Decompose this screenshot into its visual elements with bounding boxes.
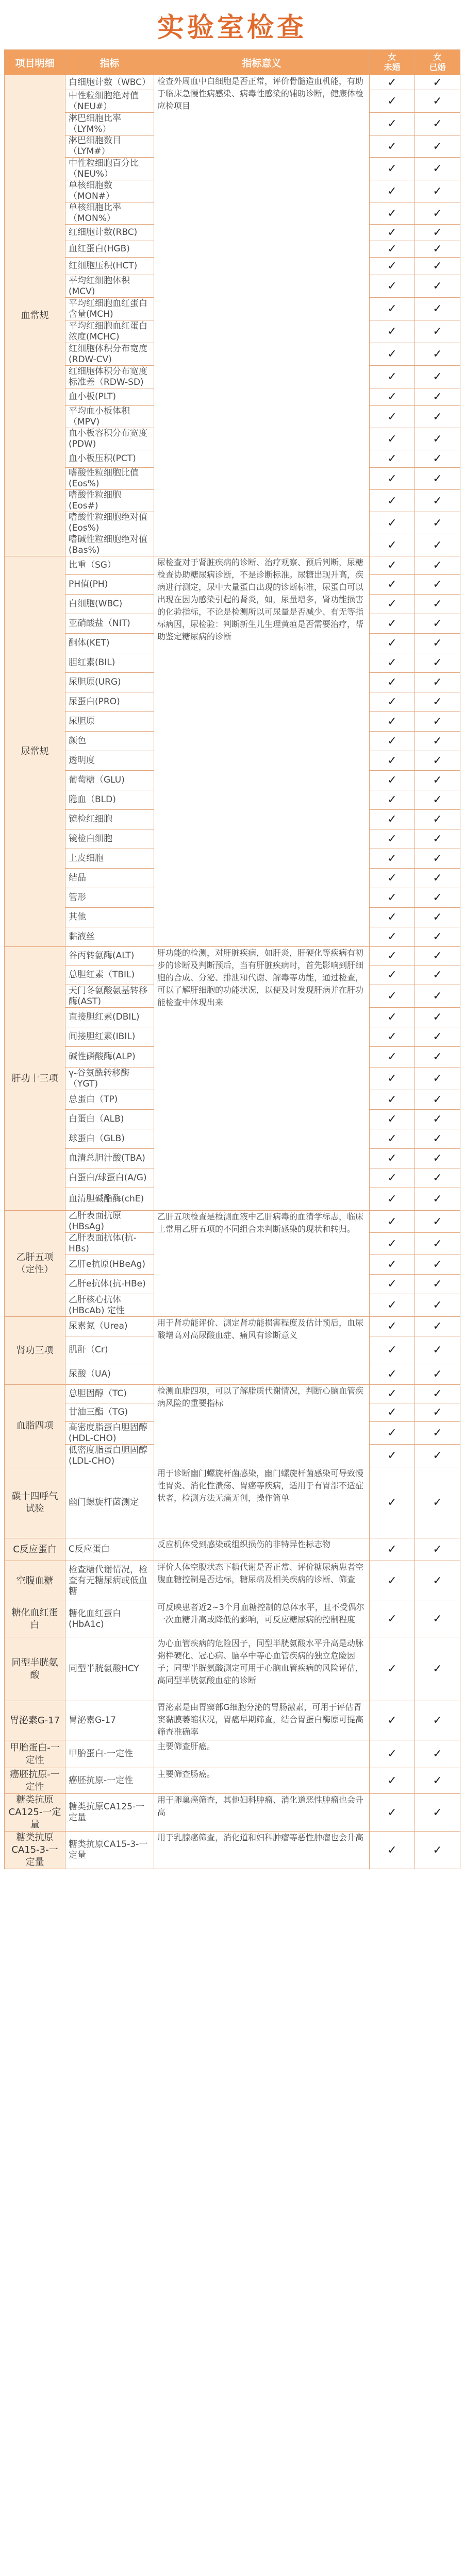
check-female-married: ✓ xyxy=(415,450,460,468)
check-female-unmarried: ✓ xyxy=(370,1090,415,1110)
check-female-married: ✓ xyxy=(415,1385,460,1403)
check-female-unmarried: ✓ xyxy=(370,1317,415,1336)
check-female-unmarried: ✓ xyxy=(370,1422,415,1445)
check-female-unmarried: ✓ xyxy=(370,1233,415,1255)
page-title: 实验室检查 xyxy=(157,12,307,43)
check-female-married: ✓ xyxy=(415,1129,460,1149)
check-female-unmarried: ✓ xyxy=(370,634,415,653)
indicator-cell: 红细胞体积分布宽度(RDW-CV) xyxy=(65,343,154,366)
check-female-unmarried: ✓ xyxy=(370,829,415,849)
check-female-unmarried: ✓ xyxy=(370,1027,415,1047)
indicator-cell: 尿蛋白(PRO) xyxy=(65,692,154,712)
indicator-cell: 红细胞体积分布宽度标准差（RDW-SD) xyxy=(65,366,154,388)
table-header-row xyxy=(5,50,460,75)
check-female-unmarried: ✓ xyxy=(370,512,415,534)
check-female-unmarried: ✓ xyxy=(370,1168,415,1188)
check-female-married: ✓ xyxy=(415,428,460,450)
indicator-cell: 总胆红素（TBIL) xyxy=(65,965,154,985)
table-row xyxy=(5,1832,460,1869)
check-female-unmarried: ✓ xyxy=(370,1188,415,1211)
check-female-married: ✓ xyxy=(415,1364,460,1385)
indicator-cell: 白蛋白/球蛋白(A/G) xyxy=(65,1168,154,1188)
header-meaning: 指标意义 xyxy=(154,50,370,75)
check-female-married: ✓ xyxy=(415,1090,460,1110)
check-female-married: ✓ xyxy=(415,1740,460,1768)
check-female-married: ✓ xyxy=(415,1467,460,1538)
check-female-unmarried: ✓ xyxy=(370,320,415,343)
indicator-cell: 肌酐（Cr) xyxy=(65,1336,154,1364)
indicator-cell: 谷丙转氨酶(ALT) xyxy=(65,947,154,965)
check-female-unmarried: ✓ xyxy=(370,849,415,869)
meaning-cell: 胃泌素是由胃窦部G细胞分泌的胃肠激素，可用于评估胃窦黏膜萎缩状况，胃癌早期筛查，结合胃蛋白酶原可提高筛查准确率 xyxy=(154,1701,370,1740)
indicator-cell: 淋巴细胞数目（LYM#） xyxy=(65,135,154,158)
check-female-married: ✓ xyxy=(415,1336,460,1364)
table-row xyxy=(5,1637,460,1701)
check-female-unmarried: ✓ xyxy=(370,1768,415,1794)
check-female-unmarried: ✓ xyxy=(370,366,415,388)
check-female-married: ✓ xyxy=(415,1027,460,1047)
lab-table xyxy=(4,49,460,1869)
check-female-married: ✓ xyxy=(415,1188,460,1211)
indicator-cell: 糖类抗原CA15-3-一定量 xyxy=(65,1832,154,1869)
indicator-cell: 乙肝e抗体(抗-HBe) xyxy=(65,1275,154,1294)
check-female-unmarried: ✓ xyxy=(370,468,415,490)
check-female-unmarried: ✓ xyxy=(370,1832,415,1869)
check-female-unmarried: ✓ xyxy=(370,258,415,275)
check-female-unmarried: ✓ xyxy=(370,595,415,614)
check-female-married: ✓ xyxy=(415,258,460,275)
check-female-married: ✓ xyxy=(415,298,460,320)
check-female-married: ✓ xyxy=(415,1275,460,1294)
check-female-married: ✓ xyxy=(415,388,460,406)
indicator-cell: 总胆固醇（TC) xyxy=(65,1385,154,1403)
check-female-unmarried: ✓ xyxy=(370,1067,415,1090)
check-female-unmarried: ✓ xyxy=(370,1403,415,1422)
indicator-cell: 平均红细胞体积(MCV) xyxy=(65,275,154,298)
check-female-unmarried: ✓ xyxy=(370,614,415,634)
indicator-cell: 黏液丝 xyxy=(65,927,154,947)
header-project: 项目明细 xyxy=(5,50,65,75)
table-row xyxy=(5,75,460,90)
indicator-cell: 嗜酸性粒细胞比值(Eos%) xyxy=(65,468,154,490)
table-row xyxy=(5,1211,460,1233)
check-female-unmarried: ✓ xyxy=(370,985,415,1008)
check-female-unmarried: ✓ xyxy=(370,1047,415,1067)
indicator-cell: 尿胆原(URG) xyxy=(65,673,154,692)
indicator-cell: 其他 xyxy=(65,908,154,927)
meaning-cell: 反应机体受到感染或组织损伤的非特异性标志物 xyxy=(154,1538,370,1561)
check-female-unmarried: ✓ xyxy=(370,869,415,888)
check-female-unmarried: ✓ xyxy=(370,490,415,512)
table-row xyxy=(5,1467,460,1538)
check-female-unmarried: ✓ xyxy=(370,1385,415,1403)
meaning-cell: 用于卵巢癌筛查，其他妇科肿瘤、消化道恶性肿瘤也会升高 xyxy=(154,1794,370,1832)
check-female-married: ✓ xyxy=(415,927,460,947)
indicator-cell: 低密度脂蛋白胆固醇(LDL-CHO) xyxy=(65,1445,154,1467)
project-cell: 乙肝五项（定性） xyxy=(5,1211,65,1317)
indicator-cell: 亚硝酸盐（NIT) xyxy=(65,614,154,634)
indicator-cell: 白蛋白（ALB) xyxy=(65,1110,154,1129)
indicator-cell: 葡萄糖（GLU) xyxy=(65,771,154,790)
meaning-cell: 检测血脂四项，可以了解脂质代谢情况，判断心脑血管疾病风险的重要指标 xyxy=(154,1385,370,1467)
project-cell: 糖类抗原CA15-3-一定量 xyxy=(5,1832,65,1869)
check-female-married: ✓ xyxy=(415,225,460,241)
check-female-married: ✓ xyxy=(415,947,460,965)
meaning-cell: 尿检查对于肾脏疾病的诊断、治疗观察、预后判断，尿糖检查协助糖尿病诊断，不是诊断标准。尿糖出现升高，疾病进行测定，尿中大量蛋白出现的诊断标准，尿蛋白可以出现在因为感染引起的肾炎，如，尿量增多，肾功能损害的化验指标，不论是检测所以可尿量是否减少、有无等指标病因，尿检验：判断新生儿生理黄疸是否需要治疗，帮助鉴定糖尿病的诊断 xyxy=(154,556,370,947)
check-female-unmarried: ✓ xyxy=(370,965,415,985)
check-female-unmarried: ✓ xyxy=(370,1008,415,1027)
check-female-married: ✓ xyxy=(415,849,460,869)
header-female-married xyxy=(415,50,460,75)
check-female-unmarried: ✓ xyxy=(370,653,415,673)
indicator-cell: 平均红细胞血红蛋白浓度(MCHC) xyxy=(65,320,154,343)
indicator-cell: 单核细胞数（MON#） xyxy=(65,180,154,202)
table-row xyxy=(5,1740,460,1768)
check-female-unmarried: ✓ xyxy=(370,790,415,810)
indicator-cell: 镜检白细胞 xyxy=(65,829,154,849)
check-female-unmarried: ✓ xyxy=(370,771,415,790)
check-female-unmarried: ✓ xyxy=(370,947,415,965)
project-cell: 糖类抗原CA125-一定量 xyxy=(5,1794,65,1832)
check-female-married: ✓ xyxy=(415,1538,460,1561)
check-female-unmarried: ✓ xyxy=(370,90,415,113)
check-female-married: ✓ xyxy=(415,965,460,985)
check-female-married: ✓ xyxy=(415,490,460,512)
check-female-unmarried: ✓ xyxy=(370,810,415,829)
check-female-unmarried: ✓ xyxy=(370,1740,415,1768)
indicator-cell: 高密度脂蛋白胆固醇(HDL-CHO) xyxy=(65,1422,154,1445)
check-female-unmarried: ✓ xyxy=(370,692,415,712)
indicator-cell: 直接胆红素(DBIL) xyxy=(65,1008,154,1027)
check-female-unmarried: ✓ xyxy=(370,75,415,90)
check-female-unmarried: ✓ xyxy=(370,135,415,158)
check-female-unmarried: ✓ xyxy=(370,888,415,908)
check-female-unmarried: ✓ xyxy=(370,1255,415,1275)
check-female-married: ✓ xyxy=(415,1832,460,1869)
check-female-unmarried: ✓ xyxy=(370,732,415,751)
check-female-married: ✓ xyxy=(415,75,460,90)
check-female-married: ✓ xyxy=(415,1168,460,1188)
indicator-cell: 嗜碱性粒细胞绝对值(Bas%) xyxy=(65,534,154,556)
meaning-cell: 用于肾功能评价、测定肾功能损害程度及估计预后，血尿酸增高对高尿酸血症、痛风有诊断意义 xyxy=(154,1317,370,1385)
check-female-unmarried: ✓ xyxy=(370,927,415,947)
indicator-cell: 白细胞计数（WBC） xyxy=(65,75,154,90)
table-row xyxy=(5,1701,460,1740)
indicator-cell: γ-谷氨酰转移酶（YGT) xyxy=(65,1067,154,1090)
check-female-married: ✓ xyxy=(415,673,460,692)
indicator-cell: 碱性磷酸酶(ALP) xyxy=(65,1047,154,1067)
check-female-unmarried: ✓ xyxy=(370,1467,415,1538)
indicator-cell: 癌胚抗原-一定性 xyxy=(65,1768,154,1794)
check-female-unmarried: ✓ xyxy=(370,1445,415,1467)
check-female-unmarried: ✓ xyxy=(370,673,415,692)
project-cell: C反应蛋白 xyxy=(5,1538,65,1561)
header-female-married-label: 女 已婚 xyxy=(429,52,446,72)
check-female-married: ✓ xyxy=(415,366,460,388)
check-female-unmarried: ✓ xyxy=(370,113,415,135)
check-female-married: ✓ xyxy=(415,202,460,225)
check-female-unmarried: ✓ xyxy=(370,1561,415,1601)
indicator-cell: 乙肝e抗原(HBeAg) xyxy=(65,1255,154,1275)
check-female-married: ✓ xyxy=(415,1233,460,1255)
header-indicator: 指标 xyxy=(65,50,154,75)
indicator-cell: 嗜酸性粒细胞(Eos#) xyxy=(65,490,154,512)
indicator-cell: 中性粒细胞百分比（NEU%） xyxy=(65,158,154,180)
indicator-cell: 白细胞(WBC) xyxy=(65,595,154,614)
indicator-cell: 血小板(PLT) xyxy=(65,388,154,406)
indicator-cell: 总蛋白（TP) xyxy=(65,1090,154,1110)
check-female-unmarried: ✓ xyxy=(370,225,415,241)
check-female-unmarried: ✓ xyxy=(370,534,415,556)
check-female-married: ✓ xyxy=(415,275,460,298)
indicator-cell: 尿素氮（Urea) xyxy=(65,1317,154,1336)
indicator-cell: 单核细胞比率（MON%） xyxy=(65,202,154,225)
indicator-cell: 上皮细胞 xyxy=(65,849,154,869)
check-female-unmarried: ✓ xyxy=(370,1294,415,1317)
check-female-married: ✓ xyxy=(415,575,460,595)
project-cell: 癌胚抗原-一定性 xyxy=(5,1768,65,1794)
indicator-cell: 检查糖代谢情况，检查有无糖尿病或低血糖 xyxy=(65,1561,154,1601)
project-cell: 血脂四项 xyxy=(5,1385,65,1467)
check-female-married: ✓ xyxy=(415,712,460,732)
table-row xyxy=(5,947,460,965)
check-female-married: ✓ xyxy=(415,1211,460,1233)
check-female-married: ✓ xyxy=(415,512,460,534)
check-female-married: ✓ xyxy=(415,869,460,888)
check-female-unmarried: ✓ xyxy=(370,241,415,258)
check-female-married: ✓ xyxy=(415,1768,460,1794)
meaning-cell: 检查外周血中白细胞是否正常，评价骨髓造血机能，有助于临床急慢性病感染、病毒性感染的辅助诊断，健康体检应检项目 xyxy=(154,75,370,556)
check-female-unmarried: ✓ xyxy=(370,556,415,575)
check-female-married: ✓ xyxy=(415,158,460,180)
indicator-cell: 血清胆碱酯酶(chE) xyxy=(65,1188,154,1211)
check-female-married: ✓ xyxy=(415,595,460,614)
indicator-cell: 颜色 xyxy=(65,732,154,751)
check-female-unmarried: ✓ xyxy=(370,1110,415,1129)
check-female-unmarried: ✓ xyxy=(370,180,415,202)
check-female-married: ✓ xyxy=(415,1317,460,1336)
check-female-unmarried: ✓ xyxy=(370,275,415,298)
check-female-unmarried: ✓ xyxy=(370,1794,415,1832)
check-female-unmarried: ✓ xyxy=(370,1538,415,1561)
check-female-married: ✓ xyxy=(415,556,460,575)
indicator-cell: 乙肝表面抗原(HBsAg) xyxy=(65,1211,154,1233)
check-female-unmarried: ✓ xyxy=(370,343,415,366)
meaning-cell: 主要筛查肠癌。 xyxy=(154,1768,370,1794)
check-female-married: ✓ xyxy=(415,468,460,490)
check-female-married: ✓ xyxy=(415,790,460,810)
project-cell: 血常规 xyxy=(5,75,65,556)
check-female-married: ✓ xyxy=(415,1294,460,1317)
table-body xyxy=(5,75,460,1869)
check-female-married: ✓ xyxy=(415,1445,460,1467)
indicator-cell: C反应蛋白 xyxy=(65,1538,154,1561)
check-female-married: ✓ xyxy=(415,614,460,634)
indicator-cell: 中性粒细胞绝对值（NEU#） xyxy=(65,90,154,113)
check-female-married: ✓ xyxy=(415,90,460,113)
check-female-married: ✓ xyxy=(415,751,460,771)
indicator-cell: 红细胞计数(RBC) xyxy=(65,225,154,241)
meaning-cell: 可反映患者近2~3个月血糖控制的总体水平，且不受偶尔一次血糖升高或降低的影响，可反应糖尿病的控制程度 xyxy=(154,1601,370,1637)
check-female-married: ✓ xyxy=(415,320,460,343)
indicator-cell: 天门冬氨酸氨基转移酶(AST) xyxy=(65,985,154,1008)
project-cell: 尿常规 xyxy=(5,556,65,947)
header-female-unmarried-label: 女 未婚 xyxy=(384,52,401,72)
indicator-cell: 红细胞压积(HCT) xyxy=(65,258,154,275)
check-female-unmarried: ✓ xyxy=(370,1637,415,1701)
check-female-unmarried: ✓ xyxy=(370,298,415,320)
indicator-cell: 平均血小板体积（MPV) xyxy=(65,406,154,428)
check-female-unmarried: ✓ xyxy=(370,1211,415,1233)
meaning-cell: 肝功能的检测，对肝脏疾病，如肝炎，肝硬化等疾病有初步的诊断及判断预后，当有肝脏疾病时，首先影响到肝细胞的合成、分泌、排泄和代谢、解毒等功能，通过检查，可以了解肝细胞的功能状况，以便及时发现肝病并在肝功能检查中体现出来 xyxy=(154,947,370,1211)
project-cell: 糖化血红蛋白 xyxy=(5,1601,65,1637)
check-female-unmarried: ✓ xyxy=(370,406,415,428)
check-female-unmarried: ✓ xyxy=(370,575,415,595)
check-female-unmarried: ✓ xyxy=(370,1129,415,1149)
check-female-married: ✓ xyxy=(415,113,460,135)
check-female-married: ✓ xyxy=(415,810,460,829)
check-female-married: ✓ xyxy=(415,1067,460,1090)
check-female-unmarried: ✓ xyxy=(370,202,415,225)
indicator-cell: 胃泌素G-17 xyxy=(65,1701,154,1740)
check-female-married: ✓ xyxy=(415,1255,460,1275)
check-female-married: ✓ xyxy=(415,771,460,790)
check-female-married: ✓ xyxy=(415,634,460,653)
table-row xyxy=(5,1768,460,1794)
check-female-unmarried: ✓ xyxy=(370,1701,415,1740)
meaning-cell: 为心血管疾病的危险因子，同型半胱氨酸水平升高是动脉粥样硬化、冠心病、脑卒中等心血管疾病的独立危险因子；同型半胱氨酸测定可用于心脑血管疾病的风险评估，高同型半胱氨酸血症的诊断 xyxy=(154,1637,370,1701)
meaning-cell: 主要筛查肝癌。 xyxy=(154,1740,370,1768)
indicator-cell: 血小板容积分布宽度(PDW) xyxy=(65,428,154,450)
check-female-married: ✓ xyxy=(415,180,460,202)
check-female-unmarried: ✓ xyxy=(370,908,415,927)
check-female-married: ✓ xyxy=(415,1008,460,1027)
indicator-cell: 嗜酸性粒细胞绝对值(Eos%) xyxy=(65,512,154,534)
indicator-cell: 糖化血红蛋白(HbA1c) xyxy=(65,1601,154,1637)
title-bar xyxy=(0,0,464,49)
indicator-cell: 比重（SG） xyxy=(65,556,154,575)
indicator-cell: 球蛋白（GLB) xyxy=(65,1129,154,1149)
indicator-cell: 隐血（BLD) xyxy=(65,790,154,810)
check-female-married: ✓ xyxy=(415,343,460,366)
meaning-cell: 用于乳腺癌筛查，消化道和妇科肿瘤等恶性肿瘤也会升高 xyxy=(154,1832,370,1869)
indicator-cell: 甘油三酯（TG) xyxy=(65,1403,154,1422)
check-female-married: ✓ xyxy=(415,1110,460,1129)
table-row xyxy=(5,1538,460,1561)
indicator-cell: 胆红素(BIL) xyxy=(65,653,154,673)
check-female-unmarried: ✓ xyxy=(370,158,415,180)
table-row xyxy=(5,1317,460,1336)
indicator-cell: 血小板压积(PCT) xyxy=(65,450,154,468)
check-female-unmarried: ✓ xyxy=(370,450,415,468)
check-female-married: ✓ xyxy=(415,1561,460,1601)
check-female-unmarried: ✓ xyxy=(370,1149,415,1168)
header-female-unmarried xyxy=(370,50,415,75)
check-female-married: ✓ xyxy=(415,135,460,158)
indicator-cell: 镜检红细胞 xyxy=(65,810,154,829)
indicator-cell: 血红蛋白(HGB) xyxy=(65,241,154,258)
check-female-unmarried: ✓ xyxy=(370,751,415,771)
indicator-cell: 尿胆原 xyxy=(65,712,154,732)
check-female-married: ✓ xyxy=(415,1422,460,1445)
check-female-unmarried: ✓ xyxy=(370,712,415,732)
indicator-cell: 间接胆红素(IBIL) xyxy=(65,1027,154,1047)
check-female-married: ✓ xyxy=(415,653,460,673)
indicator-cell: 幽门螺旋杆菌测定 xyxy=(65,1467,154,1538)
indicator-cell: 酮体(KET) xyxy=(65,634,154,653)
table-row xyxy=(5,1601,460,1637)
check-female-married: ✓ xyxy=(415,1794,460,1832)
check-female-married: ✓ xyxy=(415,534,460,556)
indicator-cell: 乙肝表面抗体(抗-HBs) xyxy=(65,1233,154,1255)
check-female-married: ✓ xyxy=(415,908,460,927)
indicator-cell: 糖类抗原CA125-一定量 xyxy=(65,1794,154,1832)
project-cell: 空腹血糖 xyxy=(5,1561,65,1601)
check-female-married: ✓ xyxy=(415,1601,460,1637)
meaning-cell: 用于诊断幽门螺旋杆菌感染，幽门螺旋杆菌感染可导致慢性胃炎、消化性溃疡、胃癌等疾病，适用于有胃部不适症状者，检测方法无痛无创，操作简单 xyxy=(154,1467,370,1538)
indicator-cell: 血清总胆汁酸(TBA) xyxy=(65,1149,154,1168)
indicator-cell: 平均红细胞血红蛋白含量(MCH) xyxy=(65,298,154,320)
check-female-unmarried: ✓ xyxy=(370,1364,415,1385)
check-female-married: ✓ xyxy=(415,829,460,849)
indicator-cell: 透明度 xyxy=(65,751,154,771)
check-female-married: ✓ xyxy=(415,1149,460,1168)
table-row xyxy=(5,1385,460,1403)
check-female-married: ✓ xyxy=(415,888,460,908)
project-cell: 肾功三项 xyxy=(5,1317,65,1385)
check-female-married: ✓ xyxy=(415,732,460,751)
indicator-cell: 淋巴细胞比率（LYM%） xyxy=(65,113,154,135)
project-cell: 肝功十三项 xyxy=(5,947,65,1211)
check-female-married: ✓ xyxy=(415,692,460,712)
indicator-cell: 同型半胱氨酸HCY xyxy=(65,1637,154,1701)
check-female-unmarried: ✓ xyxy=(370,1275,415,1294)
check-female-unmarried: ✓ xyxy=(370,1336,415,1364)
indicator-cell: 结晶 xyxy=(65,869,154,888)
check-female-married: ✓ xyxy=(415,1047,460,1067)
indicator-cell: 尿酸（UA) xyxy=(65,1364,154,1385)
check-female-married: ✓ xyxy=(415,406,460,428)
meaning-cell: 乙肝五项检查是检测血液中乙肝病毒的血清学标志，临床上常用乙肝五项的不同组合来判断感染的现状和转归。 xyxy=(154,1211,370,1317)
project-cell: 同型半胱氨酸 xyxy=(5,1637,65,1701)
meaning-cell: 评价人体空腹状态下糖代谢是否正常、评价糖尿病患者空腹血糖控制是否达标，糖尿病及相关疾病的诊断、筛查 xyxy=(154,1561,370,1601)
project-cell: 胃泌素G-17 xyxy=(5,1701,65,1740)
table-row xyxy=(5,1561,460,1601)
check-female-married: ✓ xyxy=(415,1637,460,1701)
check-female-unmarried: ✓ xyxy=(370,388,415,406)
project-cell: 碳十四呼气试验 xyxy=(5,1467,65,1538)
project-cell: 甲胎蛋白-一定性 xyxy=(5,1740,65,1768)
check-female-married: ✓ xyxy=(415,1403,460,1422)
check-female-unmarried: ✓ xyxy=(370,428,415,450)
check-female-married: ✓ xyxy=(415,241,460,258)
check-female-married: ✓ xyxy=(415,1701,460,1740)
indicator-cell: 管形 xyxy=(65,888,154,908)
table-row xyxy=(5,1794,460,1832)
table-row xyxy=(5,556,460,575)
check-female-married: ✓ xyxy=(415,985,460,1008)
check-female-unmarried: ✓ xyxy=(370,1601,415,1637)
indicator-cell: 乙肝核心抗体(HBcAb) 定性 xyxy=(65,1294,154,1317)
indicator-cell: 甲胎蛋白-一定性 xyxy=(65,1740,154,1768)
indicator-cell: PH值(PH) xyxy=(65,575,154,595)
